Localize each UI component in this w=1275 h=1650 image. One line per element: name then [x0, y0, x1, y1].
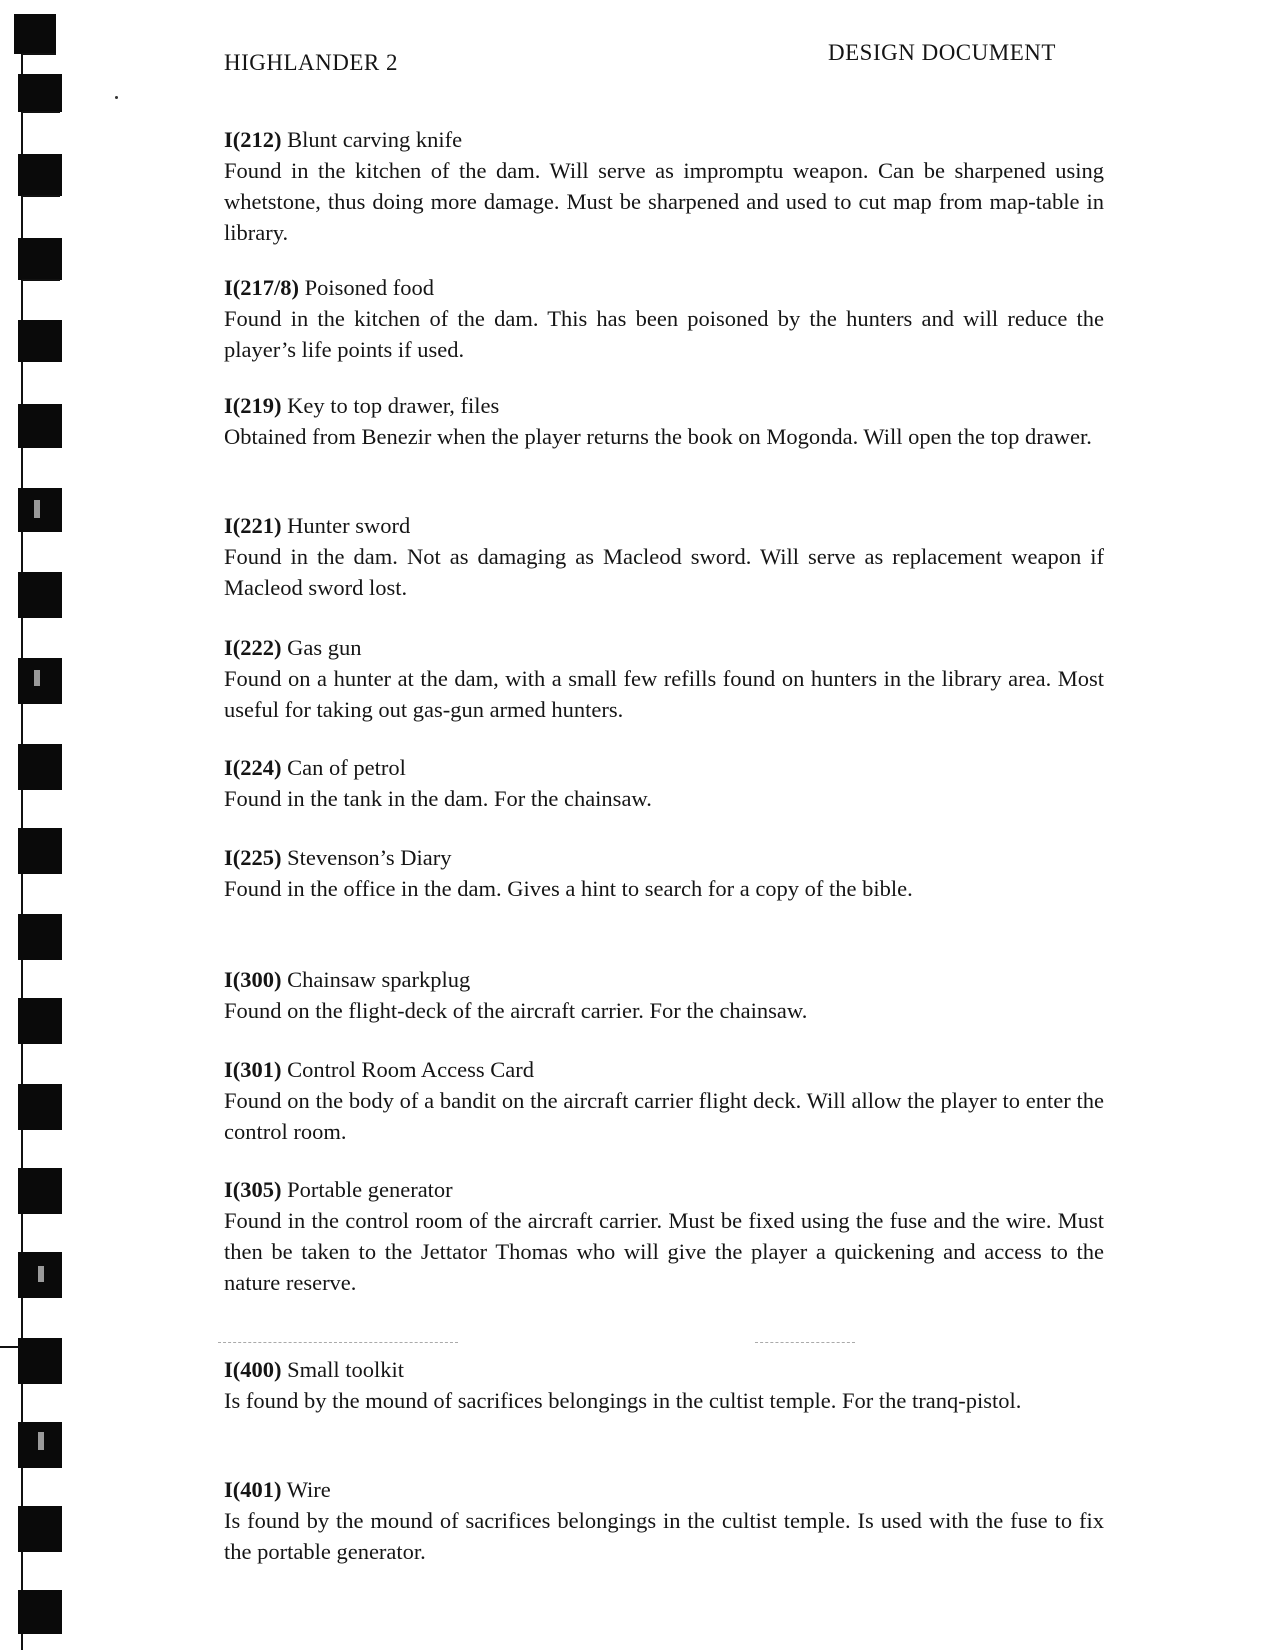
item-id: I(217/8) [224, 275, 299, 300]
header-left: HIGHLANDER 2 [224, 50, 399, 75]
item-name: Stevenson’s Diary [287, 845, 452, 870]
item-description: Found in the tank in the dam. For the chainsaw. [224, 786, 652, 811]
item-name: Control Room Access Card [287, 1057, 534, 1082]
item-entry [224, 964, 1104, 1026]
item-description: Found on a hunter at the dam, with a small few refills found on hunters in the library area. Most useful for taking out gas-gun armed hunters. [224, 666, 1104, 722]
item-id: I(219) [224, 393, 282, 418]
item-entry [224, 752, 1104, 814]
item-entry [224, 842, 1104, 904]
item-name: Gas gun [287, 635, 362, 660]
item-entry [224, 272, 1104, 365]
item-id: I(224) [224, 755, 282, 780]
item-title [224, 842, 1104, 873]
item-name: Blunt carving knife [287, 127, 463, 152]
item-name: Chainsaw sparkplug [287, 967, 471, 992]
item-id: I(212) [224, 127, 282, 152]
item-id: I(400) [224, 1357, 282, 1382]
item-description: Found in the control room of the aircraft carrier. Must be fixed using the fuse and the wire. Must then be taken to the Jettator Thomas who will give the player a quickening and access to the nature reserve. [224, 1208, 1104, 1295]
item-entry [224, 1054, 1104, 1147]
item-name: Hunter sword [287, 513, 411, 538]
item-title [224, 964, 1104, 995]
item-id: I(222) [224, 635, 282, 660]
item-description: Found in the kitchen of the dam. This has been poisoned by the hunters and will reduce the player’s life points if used. [224, 306, 1104, 362]
item-title [224, 752, 1104, 783]
item-description: Is found by the mound of sacrifices belongings in the cultist temple. For the tranq-pistol. [224, 1388, 1022, 1413]
item-title [224, 124, 1104, 155]
item-id: I(225) [224, 845, 282, 870]
item-description: Is found by the mound of sacrifices belongings in the cultist temple. Is used with the fuse to fix the portable generator. [224, 1508, 1104, 1564]
item-description: Found in the office in the dam. Gives a hint to search for a copy of the bible. [224, 876, 913, 901]
item-name: Can of petrol [287, 755, 406, 780]
item-name: Small toolkit [287, 1357, 405, 1382]
header-right: DESIGN DOCUMENT [828, 40, 1056, 65]
item-title [224, 1474, 1104, 1505]
item-id: I(401) [224, 1477, 282, 1502]
item-id: I(305) [224, 1177, 282, 1202]
item-entry [224, 632, 1104, 725]
item-title [224, 390, 1104, 421]
item-title [224, 1354, 1104, 1385]
item-id: I(301) [224, 1057, 282, 1082]
item-description: Found on the flight-deck of the aircraft carrier. For the chainsaw. [224, 998, 808, 1023]
item-title [224, 1174, 1104, 1205]
item-title [224, 272, 1104, 303]
item-name: Key to top drawer, files [287, 393, 500, 418]
item-title [224, 510, 1104, 541]
scan-dash [755, 1342, 855, 1344]
item-title [224, 1054, 1104, 1085]
item-title [224, 632, 1104, 663]
item-id: I(221) [224, 513, 282, 538]
item-entry [224, 1174, 1104, 1298]
item-id: I(300) [224, 967, 282, 992]
item-description: Found in the kitchen of the dam. Will serve as impromptu weapon. Can be sharpened using whetstone, thus doing more damage. Must be sharpened and used to cut map from map-table in library. [224, 158, 1104, 245]
item-description: Found on the body of a bandit on the aircraft carrier flight deck. Will allow the player to enter the control room. [224, 1088, 1104, 1144]
scan-dash [218, 1342, 458, 1344]
item-description: Found in the dam. Not as damaging as Macleod sword. Will serve as replacement weapon if Macleod sword lost. [224, 544, 1104, 600]
item-description: Obtained from Benezir when the player returns the book on Mogonda. Will open the top drawer. [224, 424, 1092, 449]
item-entry [224, 124, 1104, 248]
item-entry [224, 510, 1104, 603]
item-name: Wire [286, 1477, 331, 1502]
item-entry [224, 1354, 1104, 1416]
scan-speck [115, 96, 118, 99]
item-name: Portable generator [287, 1177, 453, 1202]
item-entry [224, 1474, 1104, 1567]
spiral-binding [0, 0, 80, 1650]
item-entry [224, 390, 1104, 452]
item-name: Poisoned food [304, 275, 434, 300]
